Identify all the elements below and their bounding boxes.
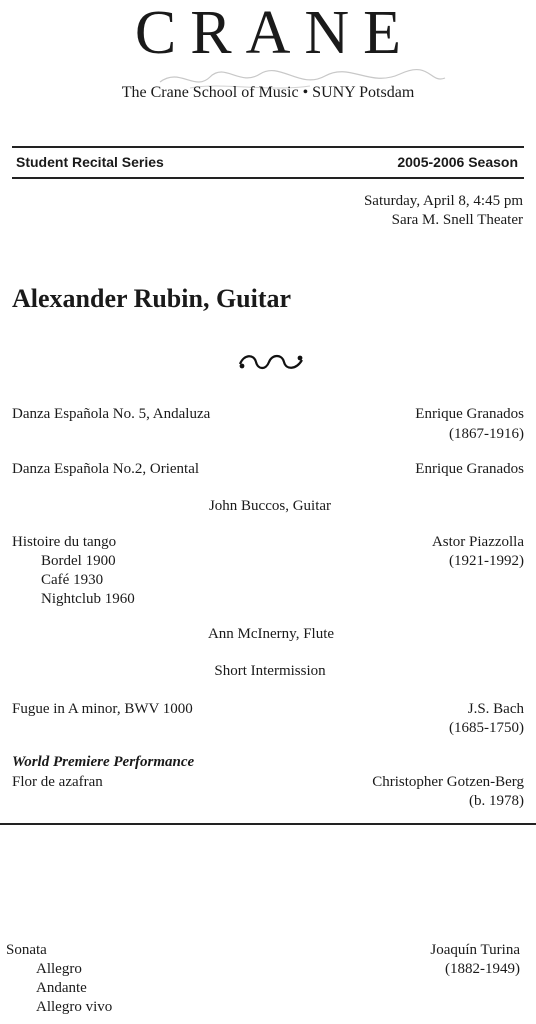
composer-granados-1: Enrique Granados <box>415 406 524 422</box>
composer-dates-gotzen-berg: (b. 1978) <box>469 793 524 809</box>
piece-title-sonata: Sonata <box>6 942 47 958</box>
crane-logo: CRANE <box>134 0 416 67</box>
composer-bach: J.S. Bach <box>467 701 524 717</box>
performer-title: Alexander Rubin, Guitar <box>12 284 292 313</box>
composer-granados-2: Enrique Granados <box>415 461 524 477</box>
piece-title-andaluza: Danza Española No. 5, Andaluza <box>12 406 211 422</box>
header-top-rule <box>12 146 524 148</box>
movement-allegro-vivo: Allegro vivo <box>36 999 113 1015</box>
page-divider <box>0 823 536 825</box>
piece-title-fugue: Fugue in A minor, BWV 1000 <box>12 701 193 717</box>
event-venue: Sara M. Snell Theater <box>391 212 523 228</box>
movement-cafe: Café 1930 <box>41 572 104 588</box>
guest-performer-guitar: John Buccos, Guitar <box>208 498 332 514</box>
header-bottom-rule <box>12 177 524 179</box>
intermission-label: Short Intermission <box>214 663 326 679</box>
series-label: Student Recital Series <box>16 154 164 170</box>
ornament-icon <box>236 352 306 372</box>
movement-allegro: Allegro <box>36 961 82 977</box>
season-label: 2005-2006 Season <box>397 154 518 170</box>
movement-bordel: Bordel 1900 <box>41 553 116 569</box>
composer-dates-bach: (1685-1750) <box>449 720 524 736</box>
premiere-note: World Premiere Performance <box>12 754 195 770</box>
piece-title-flor-de-azafran: Flor de azafran <box>12 774 103 790</box>
piece-title-histoire-du-tango: Histoire du tango <box>12 534 117 550</box>
composer-turina: Joaquín Turina <box>430 942 520 958</box>
composer-dates-turina: (1882-1949) <box>445 961 520 977</box>
piece-title-oriental: Danza Española No.2, Oriental <box>12 461 200 477</box>
composer-dates-granados: (1867-1916) <box>449 426 524 442</box>
event-date-time: Saturday, April 8, 4:45 pm <box>363 193 523 209</box>
school-subtitle: The Crane School of Music • SUNY Potsdam <box>121 84 415 101</box>
composer-dates-piazzolla: (1921-1992) <box>449 553 524 569</box>
composer-gotzen-berg: Christopher Gotzen-Berg <box>372 774 524 790</box>
movement-andante: Andante <box>36 980 87 996</box>
composer-piazzolla: Astor Piazzolla <box>431 534 524 550</box>
movement-nightclub: Nightclub 1960 <box>41 591 135 607</box>
guest-performer-flute: Ann McInerny, Flute <box>207 626 335 642</box>
